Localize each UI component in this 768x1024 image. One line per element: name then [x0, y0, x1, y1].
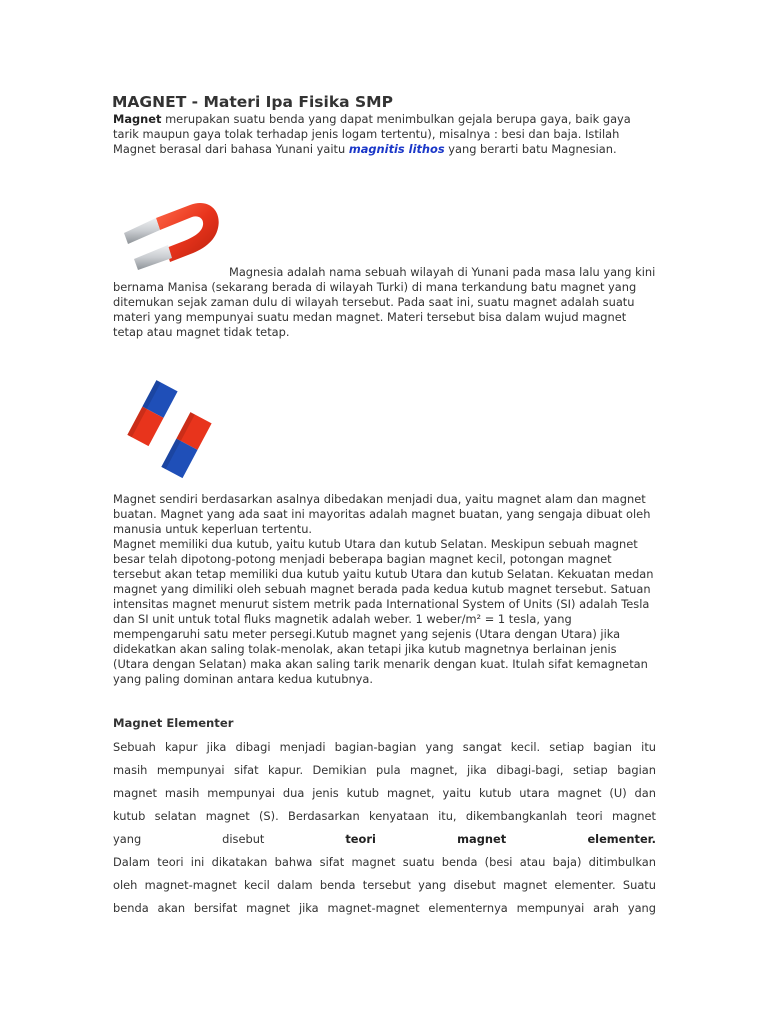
bar-magnets-icon	[124, 380, 212, 480]
magnesia-text: Magnesia adalah nama sebuah wilayah di Yunani pada masa lalu yang kini bernama Manisa (sekarang berada di wilayah Turki) di mana terkandung batu magnet yang ditemukan sejak zaman dulu di wilayah tersebut. Pada saat ini, suatu magnet adalah suatu materi yang mempunyai suatu medan magnet. Materi tersebut bisa dalam wujud magnet tetap atau magnet tidak tetap.	[113, 265, 656, 339]
horseshoe-magnet-image	[116, 188, 228, 274]
intro-text-1: merupakan suatu benda yang dapat menimbulkan gejala berupa gaya, baik gaya tarik maupun gaya tolak terhadap jenis logam tertentu), misalnya : besi dan baja. Istilah Magnet berasal dari bahasa Yunani yaitu	[113, 112, 631, 156]
theory-term: teori magnet elementer.	[345, 832, 656, 846]
section-line-6: Dalam teori ini dikatakan bahwa sifat magnet suatu benda (besi atau baja) ditimbulkan	[113, 855, 656, 869]
intro-paragraph	[113, 112, 656, 157]
types-paragraph: Magnet sendiri berdasarkan asalnya dibedakan menjadi dua, yaitu magnet alam dan magnet buatan. Magnet yang ada saat ini mayoritas adalah magnet buatan, yang sengaja dibuat oleh manusia untuk keperluan tertentu.	[113, 492, 651, 536]
section-line-5	[113, 828, 656, 851]
section-line-5-prefix: yang disebut	[113, 832, 346, 846]
magnitis-lithos-link[interactable]: magnitis lithos	[348, 142, 445, 156]
section-line-8: benda akan bersifat magnet jika magnet-magnet elementernya mempunyai arah yang	[113, 901, 656, 915]
section-heading: Magnet Elementer	[113, 716, 234, 730]
intro-bold-term: Magnet	[113, 112, 162, 126]
section-line-2: masih mempunyai sifat kapur. Demikian pula magnet, jika dibagi-bagi, setiap bagian	[113, 763, 656, 777]
section-line-4: kutub selatan magnet (S). Berdasarkan kenyataan itu, dikembangkanlah teori magnet	[113, 809, 656, 823]
page-title: MAGNET - Materi Ipa Fisika SMP	[112, 93, 393, 111]
section-line-1: Sebuah kapur jika dibagi menjadi bagian-bagian yang sangat kecil. setiap bagian itu	[113, 740, 656, 754]
magnesia-paragraph	[113, 265, 656, 340]
section-line-7: oleh magnet-magnet kecil dalam benda tersebut yang disebut magnet elementer. Suatu	[113, 878, 656, 892]
horseshoe-magnet-icon	[116, 188, 228, 274]
bar-magnets-image	[124, 380, 212, 480]
poles-paragraph: Magnet memiliki dua kutub, yaitu kutub Utara dan kutub Selatan. Meskipun sebuah magnet besar telah dipotong-potong menjadi beberapa bagian magnet kecil, potongan magnet tersebut akan tetap memiliki dua kutub yaitu kutub Utara dan kutub Selatan. Kekuatan medan magnet yang dimiliki oleh sebuah magnet berada pada kedua kutub magnet tersebut. Satuan intensitas magnet menurut sistem metrik pada International System of Units (SI) adalah Tesla dan SI unit untuk total fluks magnetik adalah weber. 1 weber/m² = 1 tesla, yang mempengaruhi satu meter persegi.Kutub magnet yang sejenis (Utara dengan Utara) jika didekatkan akan saling tolak-menolak, akan tetapi jika kutub magnetnya berlainan jenis (Utara dengan Selatan) maka akan saling tarik menarik dengan kuat. Itulah sifat kemagnetan yang paling dominan antara kedua kutubnya.	[113, 537, 654, 686]
section-line-3: magnet masih mempunyai dua jenis kutub magnet, yaitu kutub utara magnet (U) dan	[113, 786, 656, 800]
intro-text-2: yang berarti batu Magnesian.	[444, 142, 617, 156]
